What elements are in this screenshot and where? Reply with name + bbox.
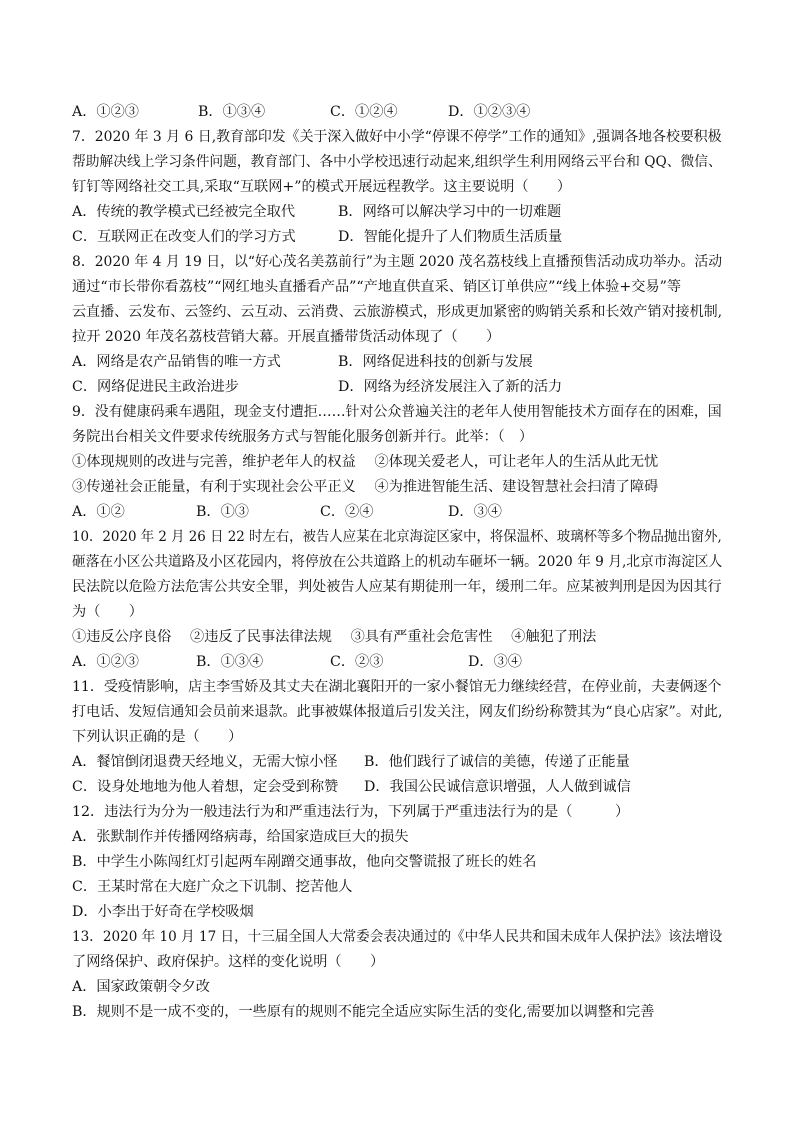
q12-option-c: C．王某时常在大庭广众之下讥制、挖苦他人 bbox=[72, 879, 353, 895]
q11-option-b: B．他们践行了诚信的美德，传递了正能量 bbox=[364, 754, 630, 770]
q7-option-d: D．智能化提升了人们物质生活质量 bbox=[338, 229, 563, 245]
q7-option-c: C．互联网正在改变人们的学习方式 bbox=[72, 229, 296, 245]
q13-line: 13．2020 年 10 月 17 日，十三届全国人大常委会表决通过的《中华人民共和国未成年人保护法》该法增设 bbox=[72, 929, 723, 945]
q7-line: 钉钉等网络社交工具,采取“互联网+”的模式开展远程教学。这主要说明（ ） bbox=[72, 179, 572, 195]
q8-option-d: D．网络为经济发展注入了新的活力 bbox=[338, 379, 563, 395]
prev-option-c: C．①②④ bbox=[330, 104, 398, 120]
q10-line: 砸落在小区公共道路及小区花园内，将停放在公共道路上的机动车砸坏一辆。2020 年 9 月,北京市海淀区人 bbox=[72, 554, 723, 570]
q12-option-a: A．张默制作并传播网络病毒，给国家造成巨大的损失 bbox=[72, 829, 409, 845]
q10-option-d: D．③④ bbox=[468, 654, 522, 670]
q10-line: 10．2020 年 2 月 26 日 22 时左右，被告人应某在北京海淀区家中，将保温杯、玻璃杯等多个物品抛出窗外, bbox=[72, 529, 722, 545]
q9-items: ①体现规则的改进与完善，维护老年人的权益 ②体现关爱老人，可让老年人的生活从此无忧 bbox=[72, 454, 659, 470]
q8-line: 拉开 2020 年茂名荔枝营销大幕。开展直播带货活动体现了（ ） bbox=[72, 329, 501, 345]
q8-line: 8．2020 年 4 月 19 日，以“好心茂名美荔前行”为主题 2020 茂名荔枝线上直播预售活动成功举办。活动 bbox=[72, 254, 723, 270]
q8-option-b: B．网络促进科技的创新与发展 bbox=[338, 354, 533, 370]
q8-option-a: A．网络是农产品销售的唯一方式 bbox=[72, 354, 281, 370]
q8-option-c: C．网络促进民主政治进步 bbox=[72, 379, 239, 395]
q10-items: ①违反公序良俗 ②违反了民事法律法规 ③具有严重社会危害性 ④触犯了刑法 bbox=[72, 629, 597, 645]
q9-option-a: A．①② bbox=[72, 504, 125, 520]
q9-line: 9．没有健康码乘车遇阻，现金支付遭拒……针对公众普遍关注的老年人使用智能技术方面存在的困难，国 bbox=[72, 404, 722, 420]
q10-line: 为（ ） bbox=[72, 604, 143, 620]
q11-option-d: D．我国公民诚信意识增强，人人做到诚信 bbox=[364, 779, 631, 795]
q13-option-b: B．规则不是一成不变的，一些原有的规则不能完全适应实际生活的变化,需要加以调整和完善 bbox=[72, 1004, 655, 1020]
q9-option-c: C．②④ bbox=[320, 504, 374, 520]
q12-option-b: B．中学生小陈闯红灯引起两车剐蹭交通事故，他向交警谎报了班长的姓名 bbox=[72, 854, 537, 870]
prev-option-d: D．①②③④ bbox=[448, 104, 531, 120]
q13-line: 了网络保护、政府保护。这样的变化说明（ ） bbox=[72, 954, 385, 970]
q7-option-b: B．网络可以解决学习中的一切难题 bbox=[338, 204, 562, 220]
q10-option-c: C．②③ bbox=[330, 654, 384, 670]
q11-option-c: C．设身处地地为他人着想，定会受到称赞 bbox=[72, 779, 339, 795]
q11-line: 11．受疫情影响，店主李雪娇及其丈夫在湖北襄阳开的一家小餐馆无力继续经营，在停业前，夫妻俩逐个 bbox=[72, 679, 722, 695]
q13-option-a: A．国家政策朝令夕改 bbox=[72, 979, 210, 995]
q12-option-d: D．小李出于好奇在学校吸烟 bbox=[72, 904, 254, 920]
q9-option-d: D．③④ bbox=[448, 504, 502, 520]
q12-line: 12．违法行为分为一般违法行为和严重违法行为，下列属于严重违法行为的是（ ） bbox=[72, 804, 630, 820]
q7-line: 7．2020 年 3 月 6 日,教育部印发《关于深入做好中小学“停课不停学”工作的通知》,强调各地各校要积极 bbox=[72, 129, 722, 145]
q8-line: 云直播、云发布、云签约、云互动、云消费、云旅游模式，形成更加紧密的购销关系和长效产销对接机制, bbox=[72, 304, 723, 320]
q9-line: 务院出台相关文件要求传统服务方式与智能化服务创新并行。此举：（ ） bbox=[72, 429, 534, 445]
q11-line: 打电话、发短信通知会员前来退款。此事被媒体报道后引发关注，网友们纷纷称赞其为“良心店家”。对此, bbox=[72, 704, 723, 720]
q10-line: 民法院以危险方法危害公共安全罪，判处被告人应某有期徒刑一年，缓刑二年。应某被判刑是因为因其行 bbox=[72, 579, 722, 595]
q9-items: ③传递社会正能量，有利于实现社会公平正义 ④为推进智能生活、建设智慧社会扫清了障碍 bbox=[72, 479, 659, 495]
prev-option-b: B．①③④ bbox=[198, 104, 266, 120]
q11-line: 下列认识正确的是（ ） bbox=[72, 729, 243, 745]
q10-option-a: A．①②③ bbox=[72, 654, 139, 670]
q7-option-a: A．传统的教学模式已经被完全取代 bbox=[72, 204, 296, 220]
q10-option-b: B．①③④ bbox=[196, 654, 264, 670]
q8-line: 通过“市长带你看荔枝”“网红地头直播看产品”“产地直供直采、销区订单供应”“线上体验+交易”等 bbox=[72, 279, 682, 295]
q11-option-a: A．餐馆倒闭退费天经地义，无需大惊小怪 bbox=[72, 754, 338, 770]
q9-option-b: B．①③ bbox=[196, 504, 249, 520]
q7-line: 帮助解决线上学习条件问题，教育部门、各中小学校迅速行动起来,组织学生利用网络云平台和 QQ、微信、 bbox=[72, 154, 722, 170]
prev-option-a: A．①②③ bbox=[72, 104, 139, 120]
